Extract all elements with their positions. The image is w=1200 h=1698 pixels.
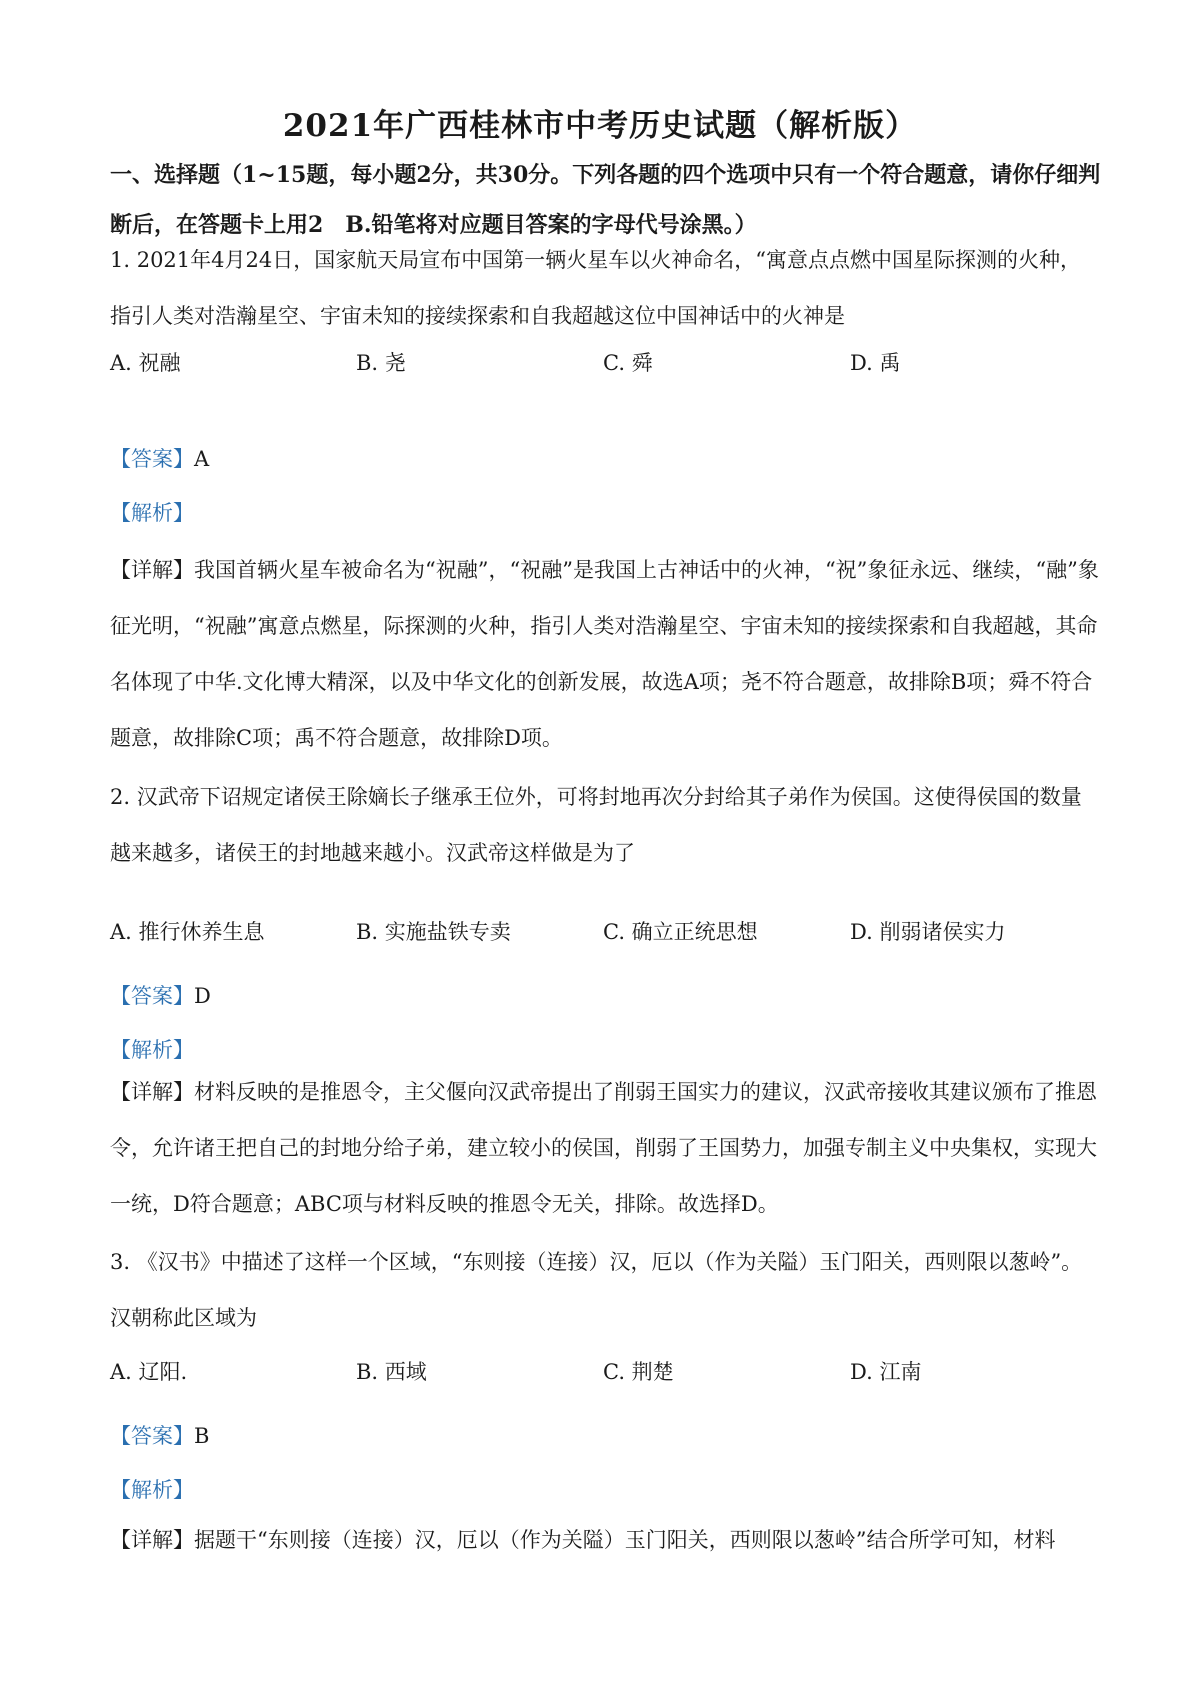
question-1-analysis-label: 【解析】: [110, 501, 194, 525]
question-2-option-a: A. 推行休养生息: [110, 920, 265, 944]
question-3-answer: [110, 1420, 209, 1450]
detail-label: 【详解】: [110, 558, 194, 582]
question-2-option-d: D. 削弱诸侯实力: [850, 920, 1006, 944]
question-1-option-d: D. 禹: [850, 351, 901, 375]
question-3-option-c: C. 荆楚: [603, 1360, 674, 1384]
question-1-option-c: C. 舜: [603, 351, 653, 375]
question-2-stem: 2. 汉武帝下诏规定诸侯王除嫡长子继承王位外，可将封地再次分封给其子弟作为侯国。这使得侯国的数量越来越多，诸侯王的封地越来越小。汉武帝这样做是为了: [110, 785, 1082, 865]
section-heading: 一、选择题（1~15题，每小题2分，共30分。下列各题的四个选项中只有一个符合题意，请你仔细判断后，在答题卡上用2 B.铅笔将对应题目答案的字母代号涂黑。）: [110, 162, 1101, 238]
detail-label: 【详解】: [110, 1528, 194, 1552]
question-3-detail: [110, 1512, 1100, 1568]
answer-label: 【答案】: [110, 1424, 194, 1448]
detail-label: 【详解】: [110, 1080, 194, 1104]
question-2-option-c: C. 确立正统思想: [603, 920, 758, 944]
question-2-option-b: B. 实施盐铁专卖: [356, 920, 511, 944]
question-3-option-a: A. 辽阳.: [110, 1360, 188, 1384]
question-1-option-b: B. 尧: [356, 351, 406, 375]
question-1-stem: 1. 2021年4月24日，国家航天局宣布中国第一辆火星车以火神命名，“寓意点点燃中国星际探测的火种，指引人类对浩瀚星空、宇宙未知的接续探索和自我超越这位中国神话中的火神是: [110, 248, 1081, 328]
question-3-option-d: D. 江南: [850, 1360, 922, 1384]
answer-label: 【答案】: [110, 447, 194, 471]
question-1-detail: [110, 542, 1100, 766]
question-1-option-a: A. 祝融: [110, 351, 181, 375]
question-2-answer: [110, 980, 211, 1010]
question-1-answer: [110, 443, 209, 473]
detail-text: 材料反映的是推恩令，主父偃向汉武帝提出了削弱王国实力的建议，汉武帝接收其建议颁布了推恩令，允许诸王把自己的封地分给子弟，建立较小的侯国，削弱了王国势力，加强专制主义中央集权，实现大一统，D符合题意；ABC项与材料反映的推恩令无关，排除。故选择D。: [110, 1080, 1097, 1216]
answer-value: B: [194, 1424, 210, 1448]
question-2-detail: [110, 1064, 1100, 1232]
question-3-analysis-label: 【解析】: [110, 1478, 194, 1502]
detail-text: 我国首辆火星车被命名为“祝融”，“祝融”是我国上古神话中的火神，“祝”象征永远、继续，“融”象征光明，“祝融”寓意点燃星，际探测的火种，指引人类对浩瀚星空、宇宙未知的接续探索和自我超越，其命名体现了中华.文化博大精深，以及中华文化的创新发展，故选A项；尧不符合题意，故排除B项；舜不符合题意，故排除C项；禹不符合题意，故排除D项。: [110, 558, 1099, 750]
answer-value: A: [194, 447, 210, 471]
page-title: 2021年广西桂林市中考历史试题（解析版）: [282, 108, 918, 144]
question-3-option-b: B. 西域: [356, 1360, 427, 1384]
question-3-stem: 3. 《汉书》中描述了这样一个区域，“东则接（连接）汉，厄以（作为关隘）玉门阳关，西则限以葱岭”。汉朝称此区域为: [110, 1250, 1083, 1330]
detail-text: 据题干“东则接（连接）汉，厄以（作为关隘）玉门阳关，西则限以葱岭”结合所学可知，材料: [194, 1528, 1056, 1552]
answer-label: 【答案】: [110, 984, 194, 1008]
answer-value: D: [194, 984, 211, 1008]
question-2-analysis-label: 【解析】: [110, 1038, 194, 1062]
